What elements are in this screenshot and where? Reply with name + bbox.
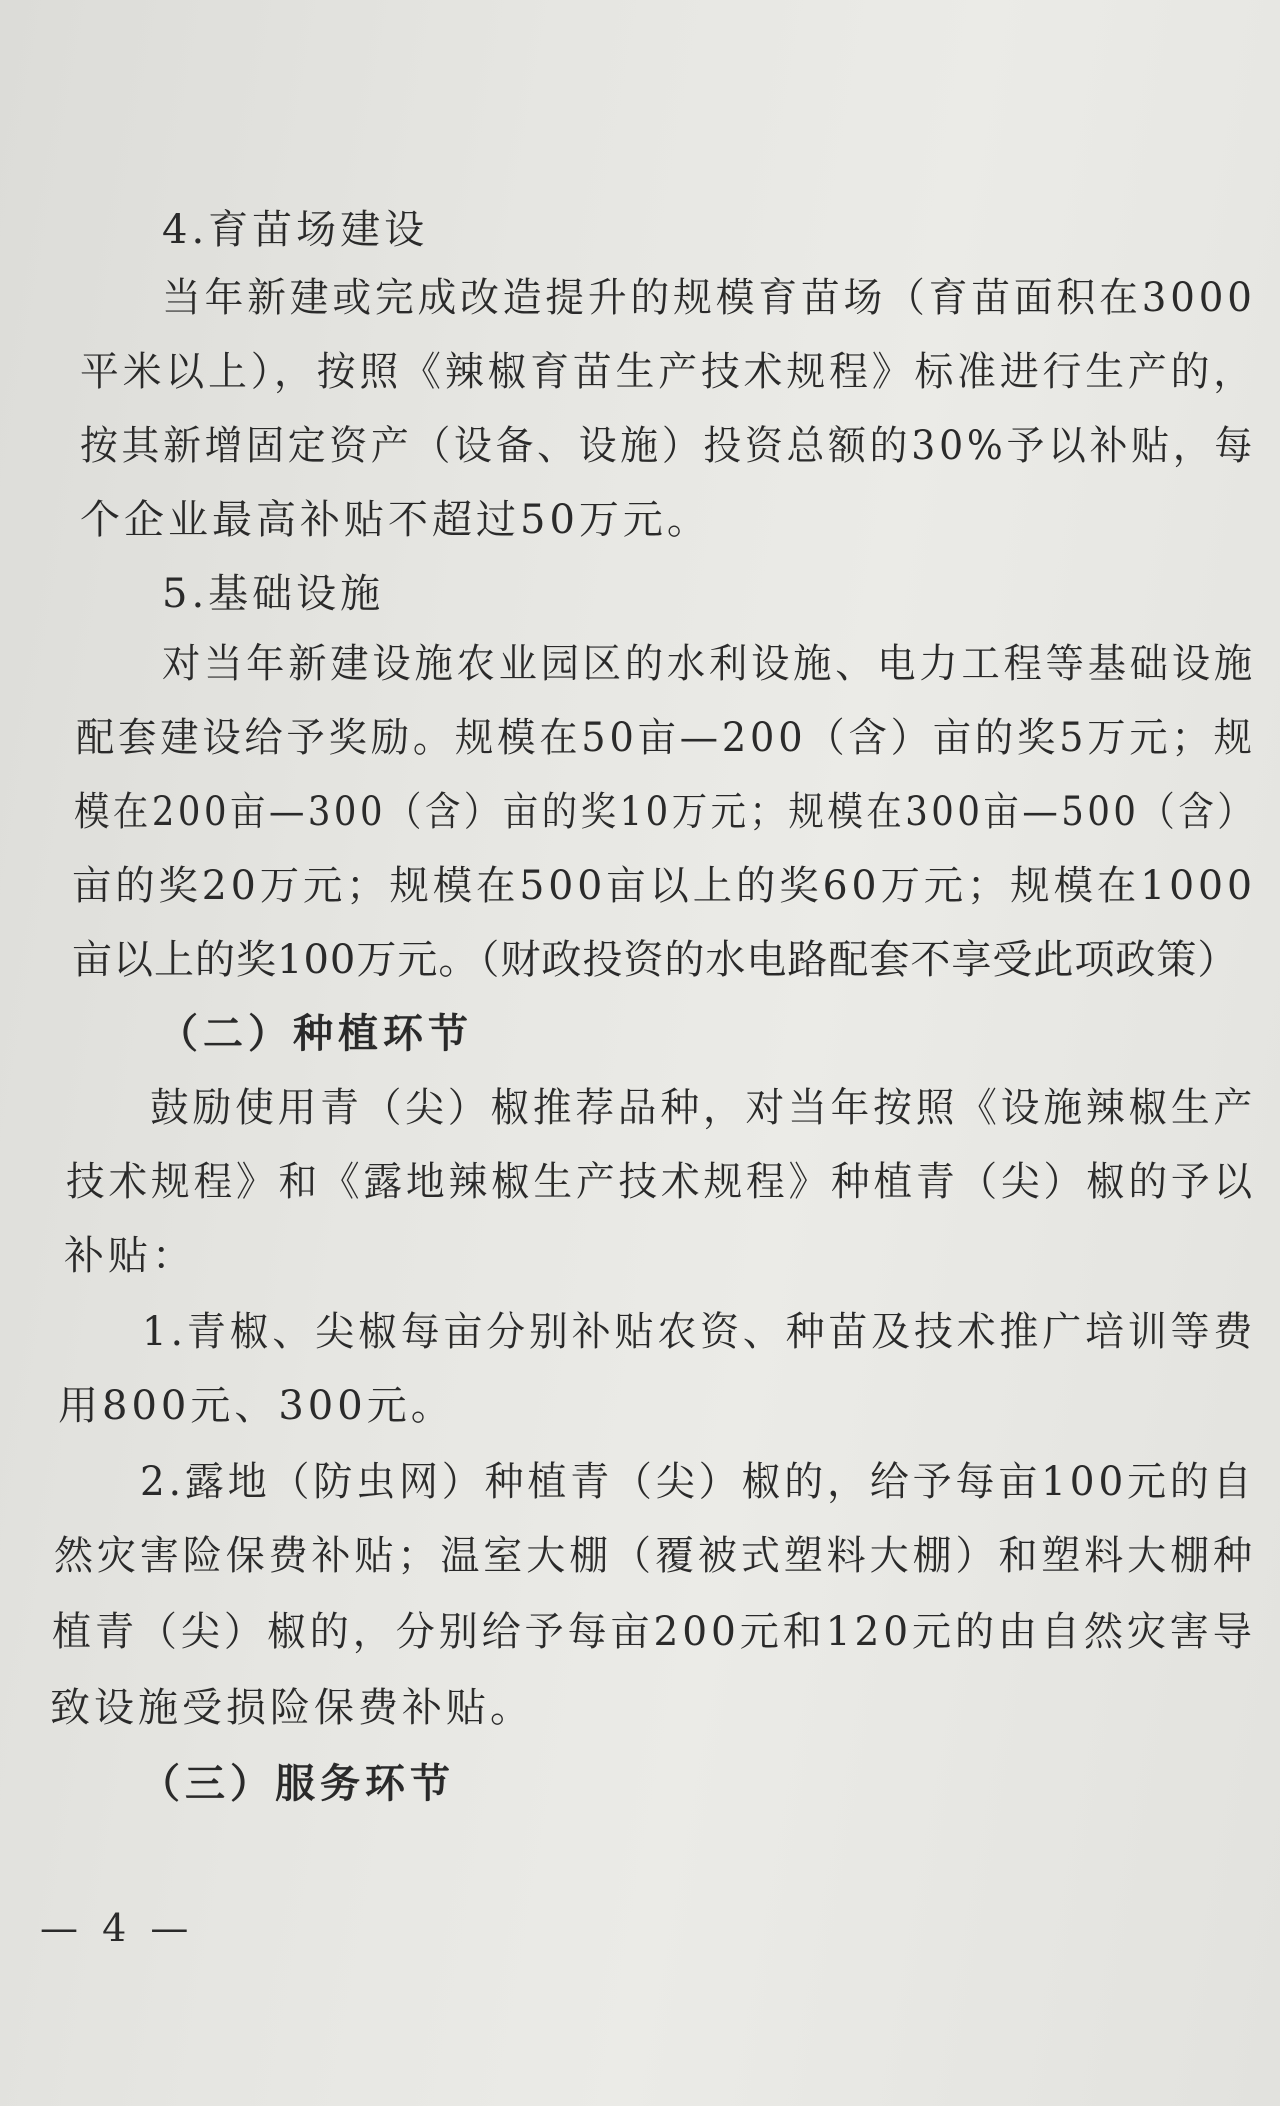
paragraph-line: 平米以上），按照《辣椒育苗生产技术规程》标准进行生产的，: [80, 349, 1257, 395]
paragraph-line: 配套建设给予奖励。规模在50亩—200（含）亩的奖5万元；规: [76, 715, 1256, 761]
paragraph-line: 然灾害险保费补贴；温室大棚（覆被式塑料大棚）和塑料大棚种: [54, 1533, 1256, 1579]
paragraph-line: 技术规程》和《露地辣椒生产技术规程》种植青（尖）椒的予以: [66, 1159, 1256, 1205]
section-heading-service: （三）服务环节: [140, 1760, 455, 1807]
paragraph-line: 模在200亩—300（含）亩的奖10万元；规模在300亩—500（含）: [74, 789, 1257, 835]
paragraph-line: 用800元、300元。: [58, 1383, 455, 1429]
section-heading-infrastructure: 5.基础设施: [162, 571, 385, 617]
paragraph-line: 亩的奖20万元；规模在500亩以上的奖60万元；规模在1000: [72, 863, 1256, 909]
paragraph-line: 个企业最高补贴不超过50万元。: [80, 497, 711, 543]
paragraph-line: 1.青椒、尖椒每亩分别补贴农资、种苗及技术推广培训等费: [142, 1309, 1257, 1355]
section-heading-seedling: 4.育苗场建设: [162, 207, 429, 253]
paragraph-line: 植青（尖）椒的，分别给予每亩200元和120元的由自然灾害导: [52, 1609, 1256, 1655]
page-number: — 4 —: [40, 1906, 195, 1950]
paragraph-line: 亩以上的奖100万元。（财政投资的水电路配套不享受此项政策）: [72, 937, 1239, 983]
paragraph-line: 致设施受损险保费补贴。: [50, 1685, 534, 1731]
section-heading-planting: （二）种植环节: [158, 1010, 473, 1057]
paragraph-line: 当年新建或完成改造提升的规模育苗场（育苗面积在3000: [162, 275, 1256, 321]
paragraph-line: 补贴：: [64, 1233, 196, 1279]
paragraph-line: 2.露地（防虫网）种植青（尖）椒的，给予每亩100元的自: [140, 1459, 1256, 1505]
paragraph-line: 对当年新建设施农业园区的水利设施、电力工程等基础设施: [162, 641, 1257, 687]
paragraph-line: 按其新增固定资产（设备、设施）投资总额的30%予以补贴，每: [80, 423, 1256, 469]
paragraph-line: 鼓励使用青（尖）椒推荐品种，对当年按照《设施辣椒生产: [150, 1085, 1257, 1131]
